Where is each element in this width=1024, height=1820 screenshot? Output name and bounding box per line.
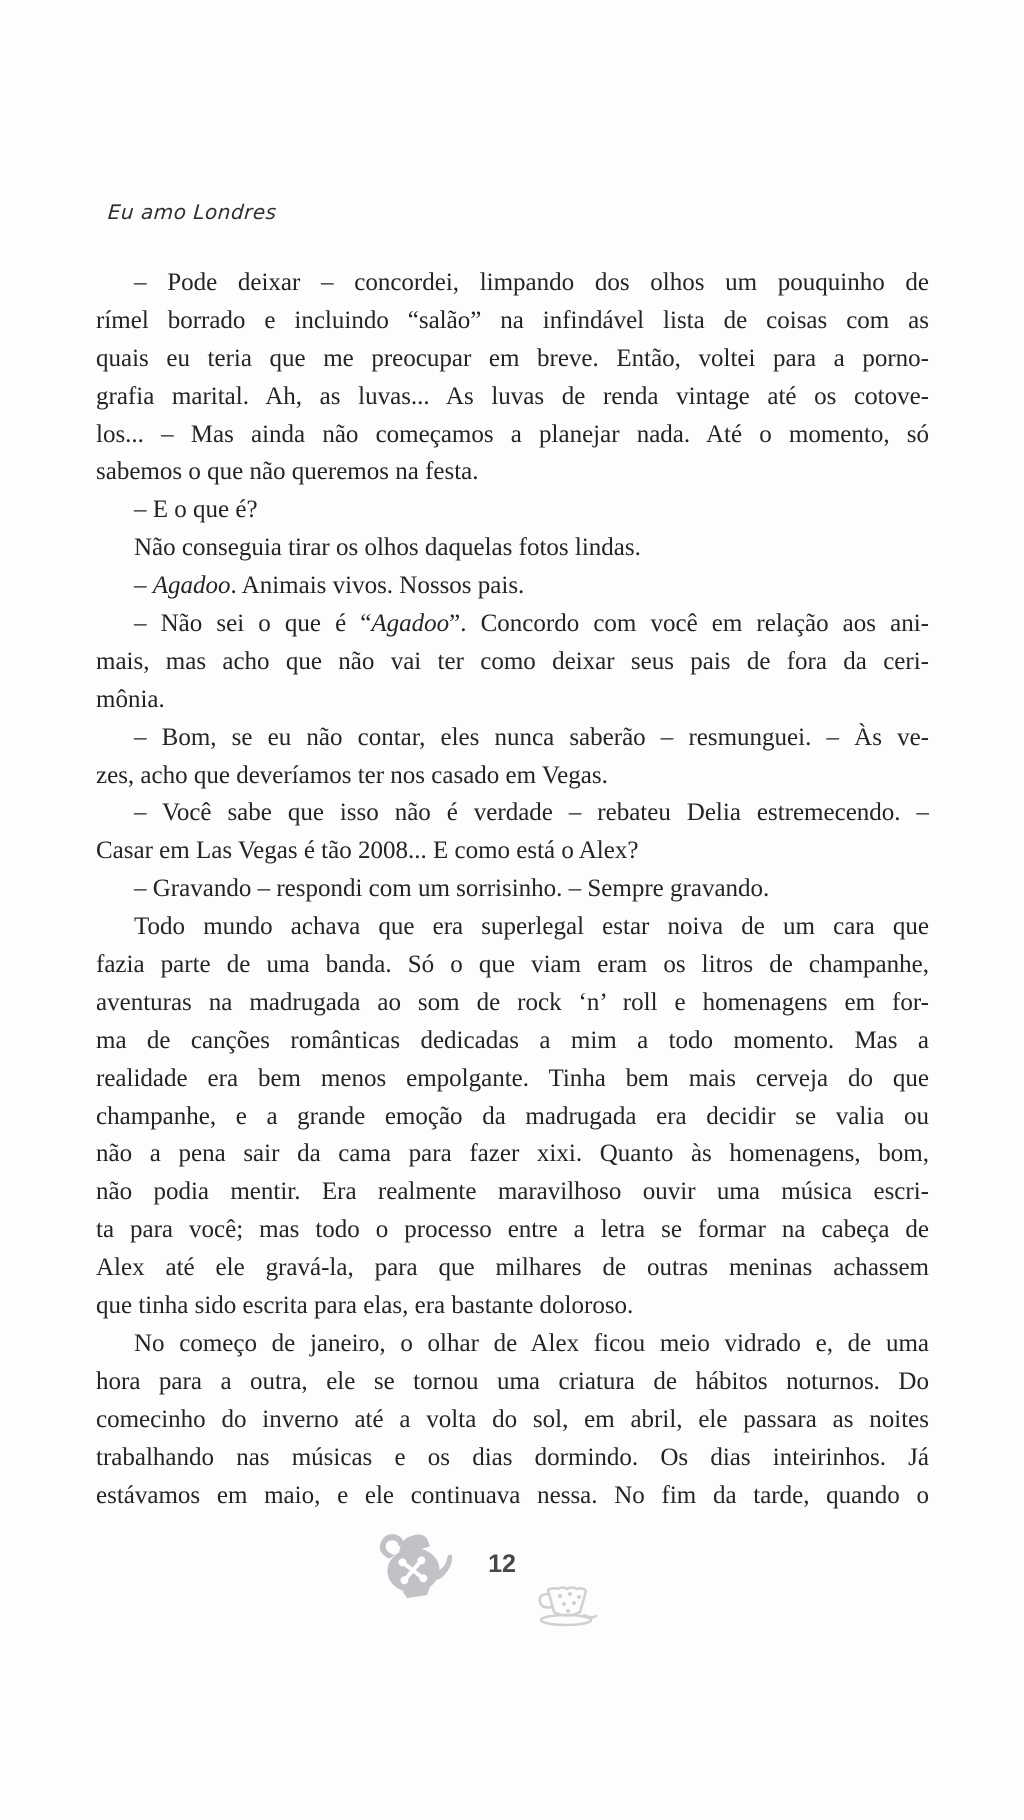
text-line: não podia mentir. Era realmente maravilhoso ouvir uma música escri-	[96, 1178, 929, 1206]
text-line: ta para você; mas todo o processo entre a letra se formar na cabeça de	[96, 1216, 929, 1244]
text-line: Não conseguia tirar os olhos daquelas fotos lindas.	[134, 534, 641, 562]
text-line: – Você sabe que isso não é verdade – rebateu Delia estremecendo. –	[134, 799, 929, 827]
text-line: Alex até ele gravá-la, para que milhares de outras meninas achassem	[96, 1254, 929, 1282]
text-line: Todo mundo achava que era superlegal estar noiva de um cara que	[134, 913, 929, 941]
text-line: hora para a outra, ele se tornou uma criatura de hábitos noturnos. Do	[96, 1367, 929, 1395]
text-line: ma de canções românticas dedicadas a mim a todo momento. Mas a	[96, 1026, 929, 1054]
text-line: – Pode deixar – concordei, limpando dos olhos um pouquinho de	[134, 269, 929, 296]
text-line: champanhe, e a grande emoção da madrugada era decidir se valia ou	[96, 1102, 929, 1130]
text-line: – Não sei o que é “Agadoo”. Concordo com você em relação aos ani-	[134, 610, 929, 638]
text-line: mais, mas acho que não vai ter como deixar seus pais de fora da ceri-	[96, 647, 929, 675]
text-line: comecinho do inverno até a volta do sol, em abril, ele passara as noites	[96, 1405, 929, 1433]
page-number: 12	[488, 1550, 516, 1578]
text-line: Casar em Las Vegas é tão 2008... E como está o Alex?	[96, 837, 639, 865]
text-line: – Agadoo. Animais vivos. Nossos pais.	[134, 572, 525, 600]
text-line: – E o que é?	[134, 496, 258, 524]
text-line: mônia.	[96, 685, 165, 713]
text-line: trabalhando nas músicas e os dias dormindo. Os dias inteirinhos. Já	[96, 1443, 929, 1471]
text-line: los... – Mas ainda não começamos a planejar nada. Até o momento, só	[96, 420, 929, 448]
text-line: que tinha sido escrita para elas, era bastante doloroso.	[96, 1292, 634, 1320]
text-line: estávamos em maio, e ele continuava nessa. No fim da tarde, quando o	[96, 1481, 929, 1509]
teacup-icon	[534, 1582, 598, 1633]
text-line: aventuras na madrugada ao som de rock ‘n’ roll e homenagens em for-	[96, 988, 929, 1016]
text-line: grafia marital. Ah, as luvas... As luvas de renda vintage até os cotove-	[96, 382, 929, 410]
teapot-icon	[372, 1526, 459, 1607]
text-line: sabemos o que não queremos na festa.	[96, 458, 479, 486]
text-block	[96, 264, 929, 1514]
text-line: fazia parte de uma banda. Só o que viam eram os litros de champanhe,	[96, 951, 929, 979]
text-line: No começo de janeiro, o olhar de Alex ficou meio vidrado e, de uma	[134, 1329, 929, 1357]
running-header: Eu amo Londres	[107, 200, 278, 224]
text-line: rímel borrado e incluindo “salão” na infindável lista de coisas com as	[96, 306, 929, 334]
text-line: realidade era bem menos empolgante. Tinha bem mais cerveja do que	[96, 1064, 929, 1092]
text-line: quais eu teria que me preocupar em breve. Então, voltei para a porno-	[96, 344, 929, 372]
text-line: – Bom, se eu não contar, eles nunca saberão – resmunguei. – Às ve-	[134, 723, 929, 751]
text-line: zes, acho que deveríamos ter nos casado em Vegas.	[96, 761, 608, 789]
text-line: não a pena sair da cama para fazer xixi. Quanto às homenagens, bom,	[96, 1140, 929, 1168]
text-line: – Gravando – respondi com um sorrisinho. – Sempre gravando.	[134, 875, 770, 903]
